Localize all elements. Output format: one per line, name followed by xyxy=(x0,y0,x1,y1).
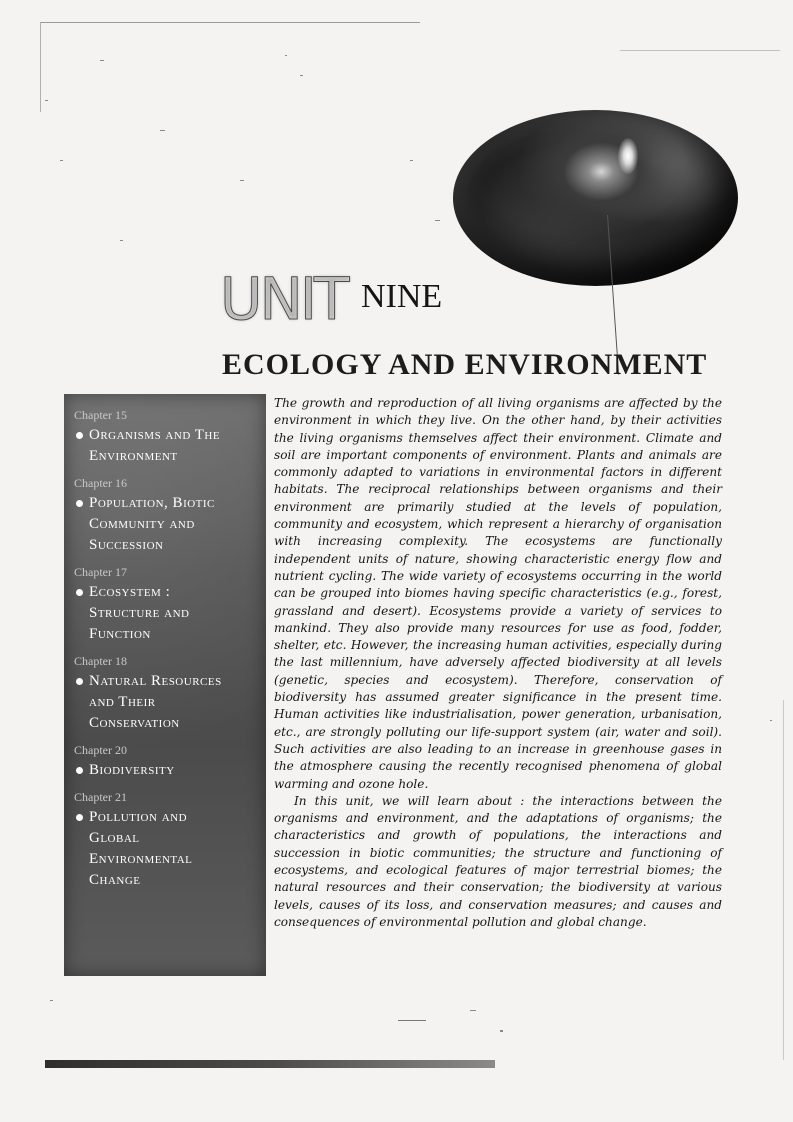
chapter-label: Chapter 17 xyxy=(74,565,127,579)
unit-introduction xyxy=(274,395,722,931)
chapter-label: Chapter 21 xyxy=(74,790,127,804)
globe-light-flare xyxy=(618,138,638,174)
unit-title: ECOLOGY AND ENVIRONMENT xyxy=(222,348,708,381)
chapter-label: Chapter 18 xyxy=(74,654,127,668)
chapter-sidebar xyxy=(64,394,266,976)
earth-globe-image xyxy=(453,110,738,286)
chapter-label: Chapter 16 xyxy=(74,476,127,490)
chapter-title xyxy=(74,493,266,556)
chapter-entry xyxy=(74,743,266,781)
chapter-title-text: Natural Resources and Their Conservation xyxy=(89,673,222,731)
bullet-icon xyxy=(76,814,83,821)
unit-number: NINE xyxy=(361,278,443,315)
bullet-icon xyxy=(76,432,83,439)
chapter-title xyxy=(74,807,266,891)
bullet-icon xyxy=(76,767,83,774)
chapter-entry xyxy=(74,790,266,891)
bullet-icon xyxy=(76,500,83,507)
bullet-icon xyxy=(76,589,83,596)
chapter-title-text: Biodiversity xyxy=(89,762,175,778)
chapter-title-text: Pollution and Global Environmental Change xyxy=(89,809,193,888)
footer-bar xyxy=(45,1060,495,1068)
bullet-icon xyxy=(76,678,83,685)
chapter-label: Chapter 20 xyxy=(74,743,127,757)
intro-paragraph-1: The growth and reproduction of all living organisms are affected by the environment in which they live. On the other hand, by their activities the living organisms themselves affect their environment. Climate and soil are important components of environment. Plants and animals are commonly adapted to variations in environmental factors in different habitats. The reciprocal relationships between organisms and their environment are primarily studied at the levels of population, community and ecosystem, which represent a hierarchy of organisation with increasing complexity. The ecosystems are functionally independent units of nature, showing characteristic energy flow and nutrient cycling. The wide variety of ecosystems occurring in the world can be grouped into biomes having specific characteristics (e.g., forest, grassland and desert). Ecosystems provide a variety of services to mankind. They also provide many resources for use as food, fodder, shelter, etc. However, the increasing human activities, especially during the last millennium, have adversely affected biodiversity at all levels (genetic, species and ecosystem). Therefore, conservation of biodiversity has assumed greater significance in the present time. Human activities like industrialisation, power generation, urbanisation, etc., are strongly polluting our life-support system (air, water and soil). Such activities are also leading to an increase in greenhouse gases in the atmosphere causing the recently recognised phenomena of global warming and ozone hole. xyxy=(274,396,722,791)
unit-word: UNIT xyxy=(220,265,347,333)
chapter-title xyxy=(74,582,266,645)
footer-dash xyxy=(398,1020,426,1021)
chapter-title xyxy=(74,425,266,467)
chapter-label: Chapter 15 xyxy=(74,408,127,422)
chapter-title-text: Population, Biotic Community and Succession xyxy=(89,495,215,553)
chapter-entry xyxy=(74,408,266,467)
chapter-entry xyxy=(74,565,266,645)
chapter-title-text: Organisms and The Environment xyxy=(89,427,221,464)
chapter-entry xyxy=(74,476,266,556)
intro-paragraph-2: In this unit, we will learn about : the interactions between the organisms and environment, and the adaptations of organisms; the characteristics and growth of populations, the interactions and succession in biotic communities; the structure and functioning of ecosystems, and ecological features of major terrestrial biomes; the natural resources and their conservation; the biodiversity at various levels, causes of its loss, and conservation measures; and causes and consequences of environmental pollution and global change. xyxy=(274,793,722,929)
chapter-title xyxy=(74,671,266,734)
chapter-entry xyxy=(74,654,266,734)
chapter-title xyxy=(74,760,266,781)
chapter-title-text: Ecosystem : Structure and Function xyxy=(89,584,190,642)
